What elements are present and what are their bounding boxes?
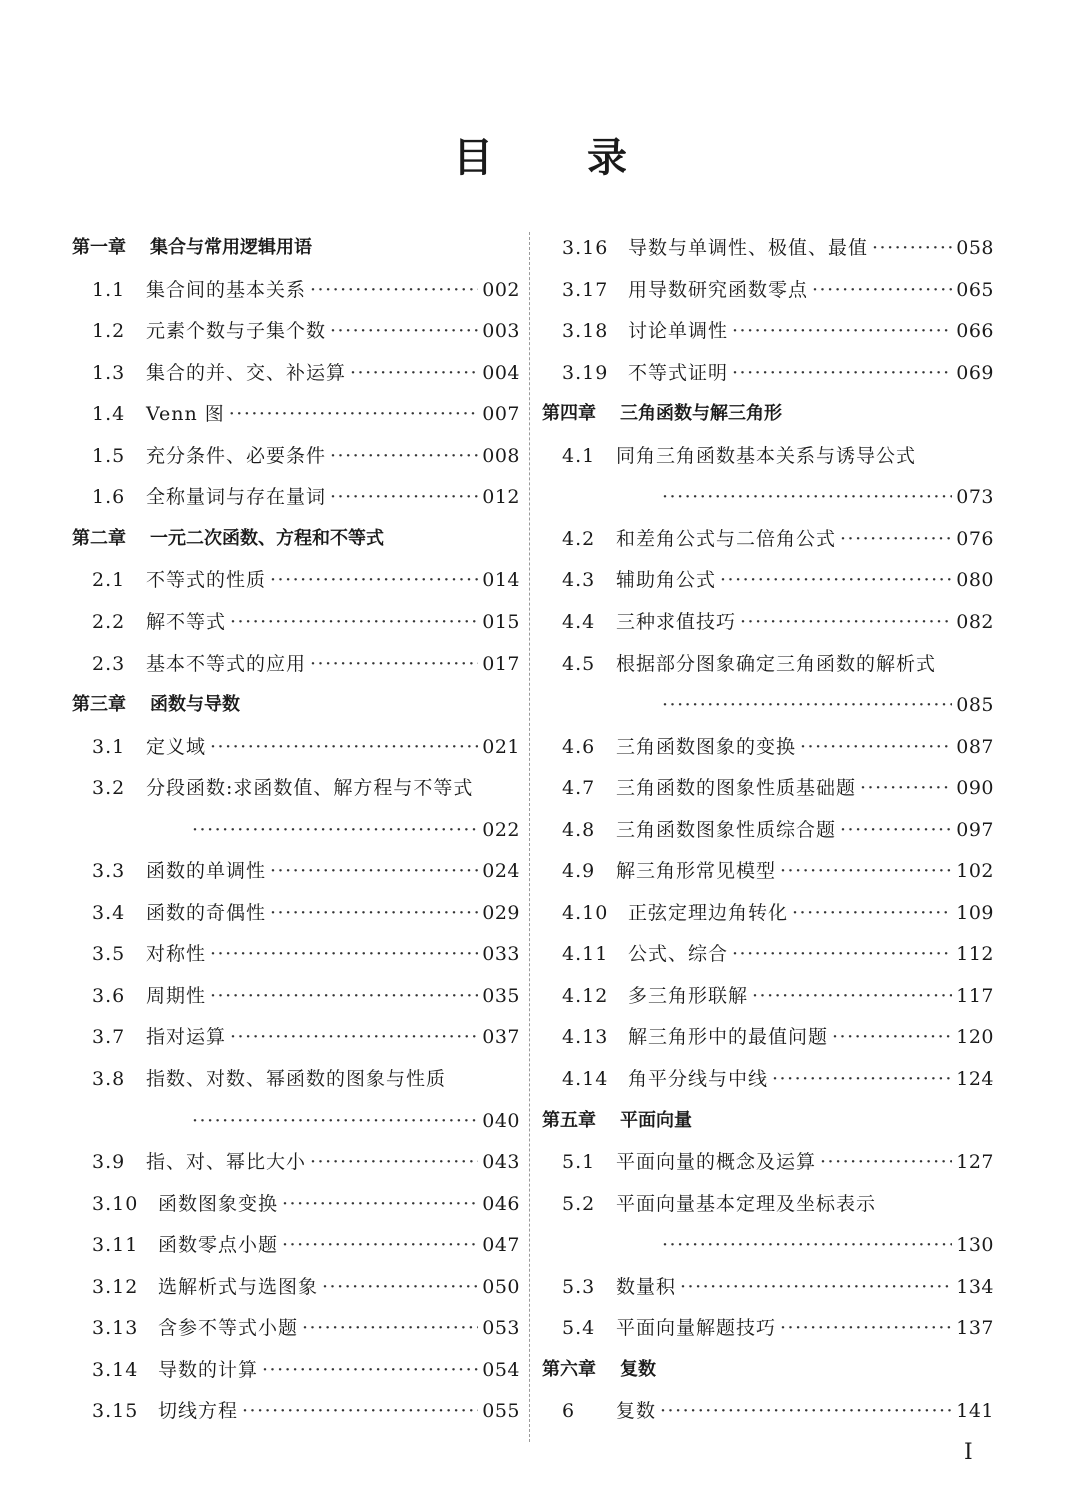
section-number: 3.1: [92, 735, 126, 758]
section-title: 不等式证明: [628, 361, 729, 384]
toc-entry: [72, 1015, 520, 1049]
toc-entry: [542, 974, 994, 1008]
page-ref: 134: [956, 1275, 994, 1298]
chapter-number: 第二章: [72, 527, 126, 549]
page-ref: 004: [482, 361, 520, 384]
chapter-title: 平面向量: [620, 1109, 692, 1131]
section-title: 多三角形联解: [628, 984, 749, 1007]
section-number: 3.9: [92, 1151, 126, 1174]
section-number: 3.10: [92, 1192, 139, 1215]
dot-leader: [310, 652, 478, 676]
page-ref: 120: [956, 1026, 994, 1049]
section-title: 对称性: [146, 943, 207, 966]
dot-leader: [192, 1109, 478, 1133]
dot-leader: [230, 1025, 478, 1049]
page-ref: 012: [482, 486, 520, 509]
section-number: 5.3: [562, 1275, 596, 1298]
dot-leader: [330, 444, 478, 468]
toc-entry: [72, 1348, 520, 1382]
dot-leader: [262, 1358, 478, 1382]
toc-entry: [542, 1182, 994, 1216]
dot-leader: [772, 1067, 952, 1091]
toc-entry: [72, 1182, 520, 1216]
dot-leader: [350, 361, 478, 385]
toc-chapter-heading: [72, 683, 520, 717]
toc-entry: [542, 725, 994, 759]
page-ref: 002: [482, 278, 520, 301]
dot-leader: [860, 776, 952, 800]
page-ref: 021: [482, 735, 520, 758]
dot-leader: [840, 818, 952, 842]
toc-chapter-heading: [72, 517, 520, 551]
page-ref: 022: [482, 818, 520, 841]
dot-leader: [872, 236, 952, 260]
toc-entry: [542, 642, 994, 676]
toc-entry: [72, 434, 520, 468]
section-title: 充分条件、必要条件: [146, 444, 327, 467]
dot-leader: [330, 485, 478, 509]
dot-leader: [662, 693, 952, 717]
toc-entry-continuation: [72, 808, 520, 842]
page-ref: 097: [956, 818, 994, 841]
page-ref: 014: [482, 569, 520, 592]
section-number: 3.4: [92, 901, 126, 924]
dot-leader: [270, 901, 478, 925]
page-ref: 033: [482, 943, 520, 966]
chapter-number: 第三章: [72, 694, 126, 716]
section-number: 4.10: [562, 901, 609, 924]
dot-leader: [282, 1233, 478, 1257]
page-number: I: [964, 1440, 973, 1465]
toc-entry: [542, 766, 994, 800]
section-number: 3.2: [92, 777, 126, 800]
section-title: 元素个数与子集个数: [146, 320, 327, 343]
dot-leader: [302, 1316, 478, 1340]
section-number: 4.13: [562, 1026, 609, 1049]
section-title: 用导数研究函数零点: [628, 278, 809, 301]
section-number: 1.2: [92, 320, 126, 343]
dot-leader: [270, 568, 478, 592]
section-title: 全称量词与存在量词: [146, 486, 327, 509]
page-ref: 008: [482, 444, 520, 467]
toc-entry: [72, 1140, 520, 1174]
section-number: 2.3: [92, 652, 126, 675]
page-ref: 080: [956, 569, 994, 592]
toc-entry-continuation: [542, 1223, 994, 1257]
toc-entry: [542, 849, 994, 883]
section-title: 函数零点小题: [158, 1234, 279, 1257]
section-title: Venn 图: [146, 403, 225, 426]
section-number: 5.4: [562, 1317, 596, 1340]
section-number: 4.4: [562, 610, 596, 633]
section-title: 解不等式: [146, 610, 227, 633]
dot-leader: [662, 1233, 952, 1257]
page-ref: 069: [956, 361, 994, 384]
section-number: 4.14: [562, 1068, 609, 1090]
section-number: 4.9: [562, 860, 596, 883]
toc-entry: [542, 891, 994, 925]
dot-leader: [210, 735, 478, 759]
section-number: 3.5: [92, 943, 126, 966]
chapter-title: 函数与导数: [150, 694, 240, 716]
toc-entry: [72, 309, 520, 343]
toc-entry: [542, 808, 994, 842]
toc-entry: [72, 268, 520, 302]
page-ref: 137: [956, 1317, 994, 1340]
section-title: 指对运算: [146, 1026, 227, 1049]
page-ref: 102: [956, 860, 994, 883]
page-ref: 054: [482, 1358, 520, 1381]
section-number: 4.1: [562, 444, 596, 467]
chapter-title: 一元二次函数、方程和不等式: [150, 527, 384, 549]
section-number: 2.1: [92, 569, 126, 592]
section-title: 周期性: [146, 984, 207, 1007]
dot-leader: [229, 402, 478, 426]
page-ref: 046: [482, 1192, 520, 1215]
section-number: 3.17: [562, 278, 609, 301]
dot-leader: [800, 735, 952, 759]
dot-leader: [322, 1275, 478, 1299]
section-number: 3.16: [562, 237, 609, 259]
page-ref: 066: [956, 320, 994, 343]
section-title: 选解析式与选图象: [158, 1275, 319, 1298]
toc-entry: [72, 1306, 520, 1340]
page-ref: 055: [482, 1400, 520, 1423]
page-ref: 082: [956, 610, 994, 633]
section-title: 复数: [616, 1400, 657, 1423]
toc-entry: [542, 1057, 994, 1091]
page-ref: 029: [482, 901, 520, 924]
dot-leader: [680, 1275, 952, 1299]
page-ref: 085: [956, 694, 994, 717]
toc-entry: [542, 1306, 994, 1340]
section-title: 三角函数图象的变换: [616, 735, 797, 758]
page-ref: 076: [956, 527, 994, 550]
section-title: 含参不等式小题: [158, 1317, 299, 1340]
toc-chapter-heading: [542, 1348, 994, 1382]
chapter-title: 三角函数与解三角形: [620, 403, 782, 425]
toc-chapter-heading: [72, 226, 520, 260]
section-number: 5.2: [562, 1192, 596, 1215]
chapter-number: 第六章: [542, 1358, 596, 1380]
toc-entry: [72, 725, 520, 759]
section-title: 指数、对数、幂函数的图象与性质: [146, 1068, 447, 1090]
section-title: 基本不等式的应用: [146, 652, 307, 675]
section-number: 3.8: [92, 1068, 126, 1090]
section-number: 1.4: [92, 403, 126, 426]
dot-leader: [792, 901, 952, 925]
toc-entry: [542, 558, 994, 592]
page-ref: 117: [956, 984, 994, 1007]
page-ref: 003: [482, 320, 520, 343]
section-number: 3.7: [92, 1026, 126, 1049]
section-number: 1.3: [92, 361, 126, 384]
toc-chapter-heading: [542, 1099, 994, 1133]
dot-leader: [282, 1192, 478, 1216]
page-ref: 037: [482, 1026, 520, 1049]
section-title: 数量积: [616, 1275, 677, 1298]
dot-leader: [812, 278, 952, 302]
section-number: 4.3: [562, 569, 596, 592]
toc-entry: [72, 1265, 520, 1299]
page-ref: 112: [956, 943, 994, 966]
toc-entry: [542, 1389, 994, 1423]
page-ref: 127: [956, 1151, 994, 1174]
section-number: 3.13: [92, 1317, 139, 1340]
section-number: 3.11: [92, 1234, 139, 1257]
page-ref: 047: [482, 1234, 520, 1257]
section-title: 和差角公式与二倍角公式: [616, 527, 837, 550]
toc-entry: [72, 351, 520, 385]
toc-entry: [72, 849, 520, 883]
page-ref: 035: [482, 984, 520, 1007]
dot-leader: [780, 1316, 952, 1340]
section-title: 平面向量解题技巧: [616, 1317, 777, 1340]
section-title: 解三角形常见模型: [616, 860, 777, 883]
toc-entry: [72, 974, 520, 1008]
dot-leader: [832, 1025, 952, 1049]
section-title: 三角函数图象性质综合题: [616, 818, 837, 841]
section-number: 6: [562, 1400, 576, 1423]
page-ref: 015: [482, 610, 520, 633]
section-number: 2.2: [92, 610, 126, 633]
toc-entry: [542, 268, 994, 302]
dot-leader: [732, 942, 952, 966]
section-title: 平面向量基本定理及坐标表示: [616, 1192, 877, 1215]
section-title: 定义域: [146, 735, 207, 758]
section-number: 5.1: [562, 1151, 596, 1174]
page-ref: 065: [956, 278, 994, 301]
toc-entry: [542, 1140, 994, 1174]
toc-entry: [542, 1015, 994, 1049]
dot-leader: [210, 942, 478, 966]
page-title: 目 录: [453, 135, 667, 181]
toc-entry-continuation: [72, 1099, 520, 1133]
page-ref: 043: [482, 1151, 520, 1174]
section-number: 1.1: [92, 278, 126, 301]
dot-leader: [192, 818, 478, 842]
dot-leader: [310, 1150, 478, 1174]
chapter-title: 集合与常用逻辑用语: [150, 237, 312, 258]
page-ref: 058: [956, 237, 994, 259]
section-title: 三角函数的图象性质基础题: [616, 777, 857, 800]
toc-entry-continuation: [542, 683, 994, 717]
page-ref: 124: [956, 1068, 994, 1090]
page-ref: 073: [956, 486, 994, 509]
chapter-title: 复数: [620, 1358, 656, 1380]
section-title: 解三角形中的最值问题: [628, 1026, 829, 1049]
section-number: 3.3: [92, 860, 126, 883]
section-title: 公式、综合: [628, 943, 729, 966]
toc-chapter-heading: [542, 392, 994, 426]
section-number: 4.7: [562, 777, 596, 800]
page-ref: 141: [956, 1400, 994, 1423]
page-ref: 053: [482, 1317, 520, 1340]
toc-entry: [72, 642, 520, 676]
toc-entry: [72, 891, 520, 925]
toc-entry: [72, 1057, 520, 1091]
section-title: 平面向量的概念及运算: [616, 1151, 817, 1174]
dot-leader: [732, 319, 952, 343]
page-ref: 007: [482, 403, 520, 426]
page-ref: 024: [482, 860, 520, 883]
section-number: 4.6: [562, 735, 596, 758]
section-number: 4.11: [562, 943, 609, 966]
section-number: 3.15: [92, 1400, 139, 1423]
dot-leader: [720, 568, 952, 592]
dot-leader: [780, 859, 952, 883]
section-number: 1.6: [92, 486, 126, 509]
section-title: 导数的计算: [158, 1358, 259, 1381]
dot-leader: [310, 278, 478, 302]
toc-entry: [72, 1223, 520, 1257]
dot-leader: [230, 610, 478, 634]
section-title: 讨论单调性: [628, 320, 729, 343]
dot-leader: [662, 485, 952, 509]
section-title: 角平分线与中线: [628, 1068, 769, 1090]
section-number: 3.19: [562, 361, 609, 384]
page-ref: 130: [956, 1234, 994, 1257]
section-title: 集合的并、交、补运算: [146, 361, 347, 384]
toc-entry: [542, 600, 994, 634]
toc-entry: [542, 351, 994, 385]
dot-leader: [732, 361, 952, 385]
page-ref: 040: [482, 1109, 520, 1132]
chapter-number: 第一章: [72, 237, 126, 258]
dot-leader: [820, 1150, 952, 1174]
chapter-number: 第四章: [542, 403, 596, 425]
section-title: 分段函数:求函数值、解方程与不等式: [146, 777, 474, 800]
chapter-number: 第五章: [542, 1109, 596, 1131]
section-number: 3.12: [92, 1275, 139, 1298]
page-ref: 109: [956, 901, 994, 924]
page-ref: 090: [956, 777, 994, 800]
section-title: 正弦定理边角转化: [628, 901, 789, 924]
page-ref: 017: [482, 652, 520, 675]
section-title: 切线方程: [158, 1400, 239, 1423]
toc-entry: [542, 1265, 994, 1299]
section-title: 指、对、幂比大小: [146, 1151, 307, 1174]
dot-leader: [660, 1399, 952, 1423]
dot-leader: [242, 1399, 478, 1423]
dot-leader: [270, 859, 478, 883]
dot-leader: [752, 984, 952, 1008]
section-number: 3.18: [562, 320, 609, 343]
toc-entry: [542, 309, 994, 343]
section-number: 4.12: [562, 984, 609, 1007]
toc-entry: [72, 1389, 520, 1423]
page-ref: 050: [482, 1275, 520, 1298]
dot-leader: [210, 984, 478, 1008]
toc-entry: [542, 226, 994, 260]
toc-entry: [72, 392, 520, 426]
section-number: 4.5: [562, 652, 596, 675]
dot-leader: [740, 610, 952, 634]
section-title: 同角三角函数基本关系与诱导公式: [616, 444, 917, 467]
section-title: 函数的奇偶性: [146, 901, 267, 924]
section-title: 函数的单调性: [146, 860, 267, 883]
section-title: 函数图象变换: [158, 1192, 279, 1215]
dot-leader: [330, 319, 478, 343]
section-number: 4.8: [562, 818, 596, 841]
toc-entry: [542, 434, 994, 468]
toc-entry: [72, 932, 520, 966]
toc-entry: [72, 475, 520, 509]
column-divider: [529, 232, 530, 1442]
toc-entry: [72, 766, 520, 800]
section-number: 4.2: [562, 527, 596, 550]
page-ref: 087: [956, 735, 994, 758]
section-title: 集合间的基本关系: [146, 278, 307, 301]
section-number: 3.6: [92, 984, 126, 1007]
toc-entry: [542, 517, 994, 551]
dot-leader: [840, 527, 952, 551]
section-title: 不等式的性质: [146, 569, 267, 592]
section-number: 3.14: [92, 1358, 139, 1381]
section-number: 1.5: [92, 444, 126, 467]
toc-entry: [72, 558, 520, 592]
toc-entry: [72, 600, 520, 634]
section-title: 三种求值技巧: [616, 610, 737, 633]
section-title: 辅助角公式: [616, 569, 717, 592]
toc-entry-continuation: [542, 475, 994, 509]
section-title: 导数与单调性、极值、最值: [628, 237, 869, 259]
toc-entry: [542, 932, 994, 966]
section-title: 根据部分图象确定三角函数的解析式: [616, 652, 937, 675]
